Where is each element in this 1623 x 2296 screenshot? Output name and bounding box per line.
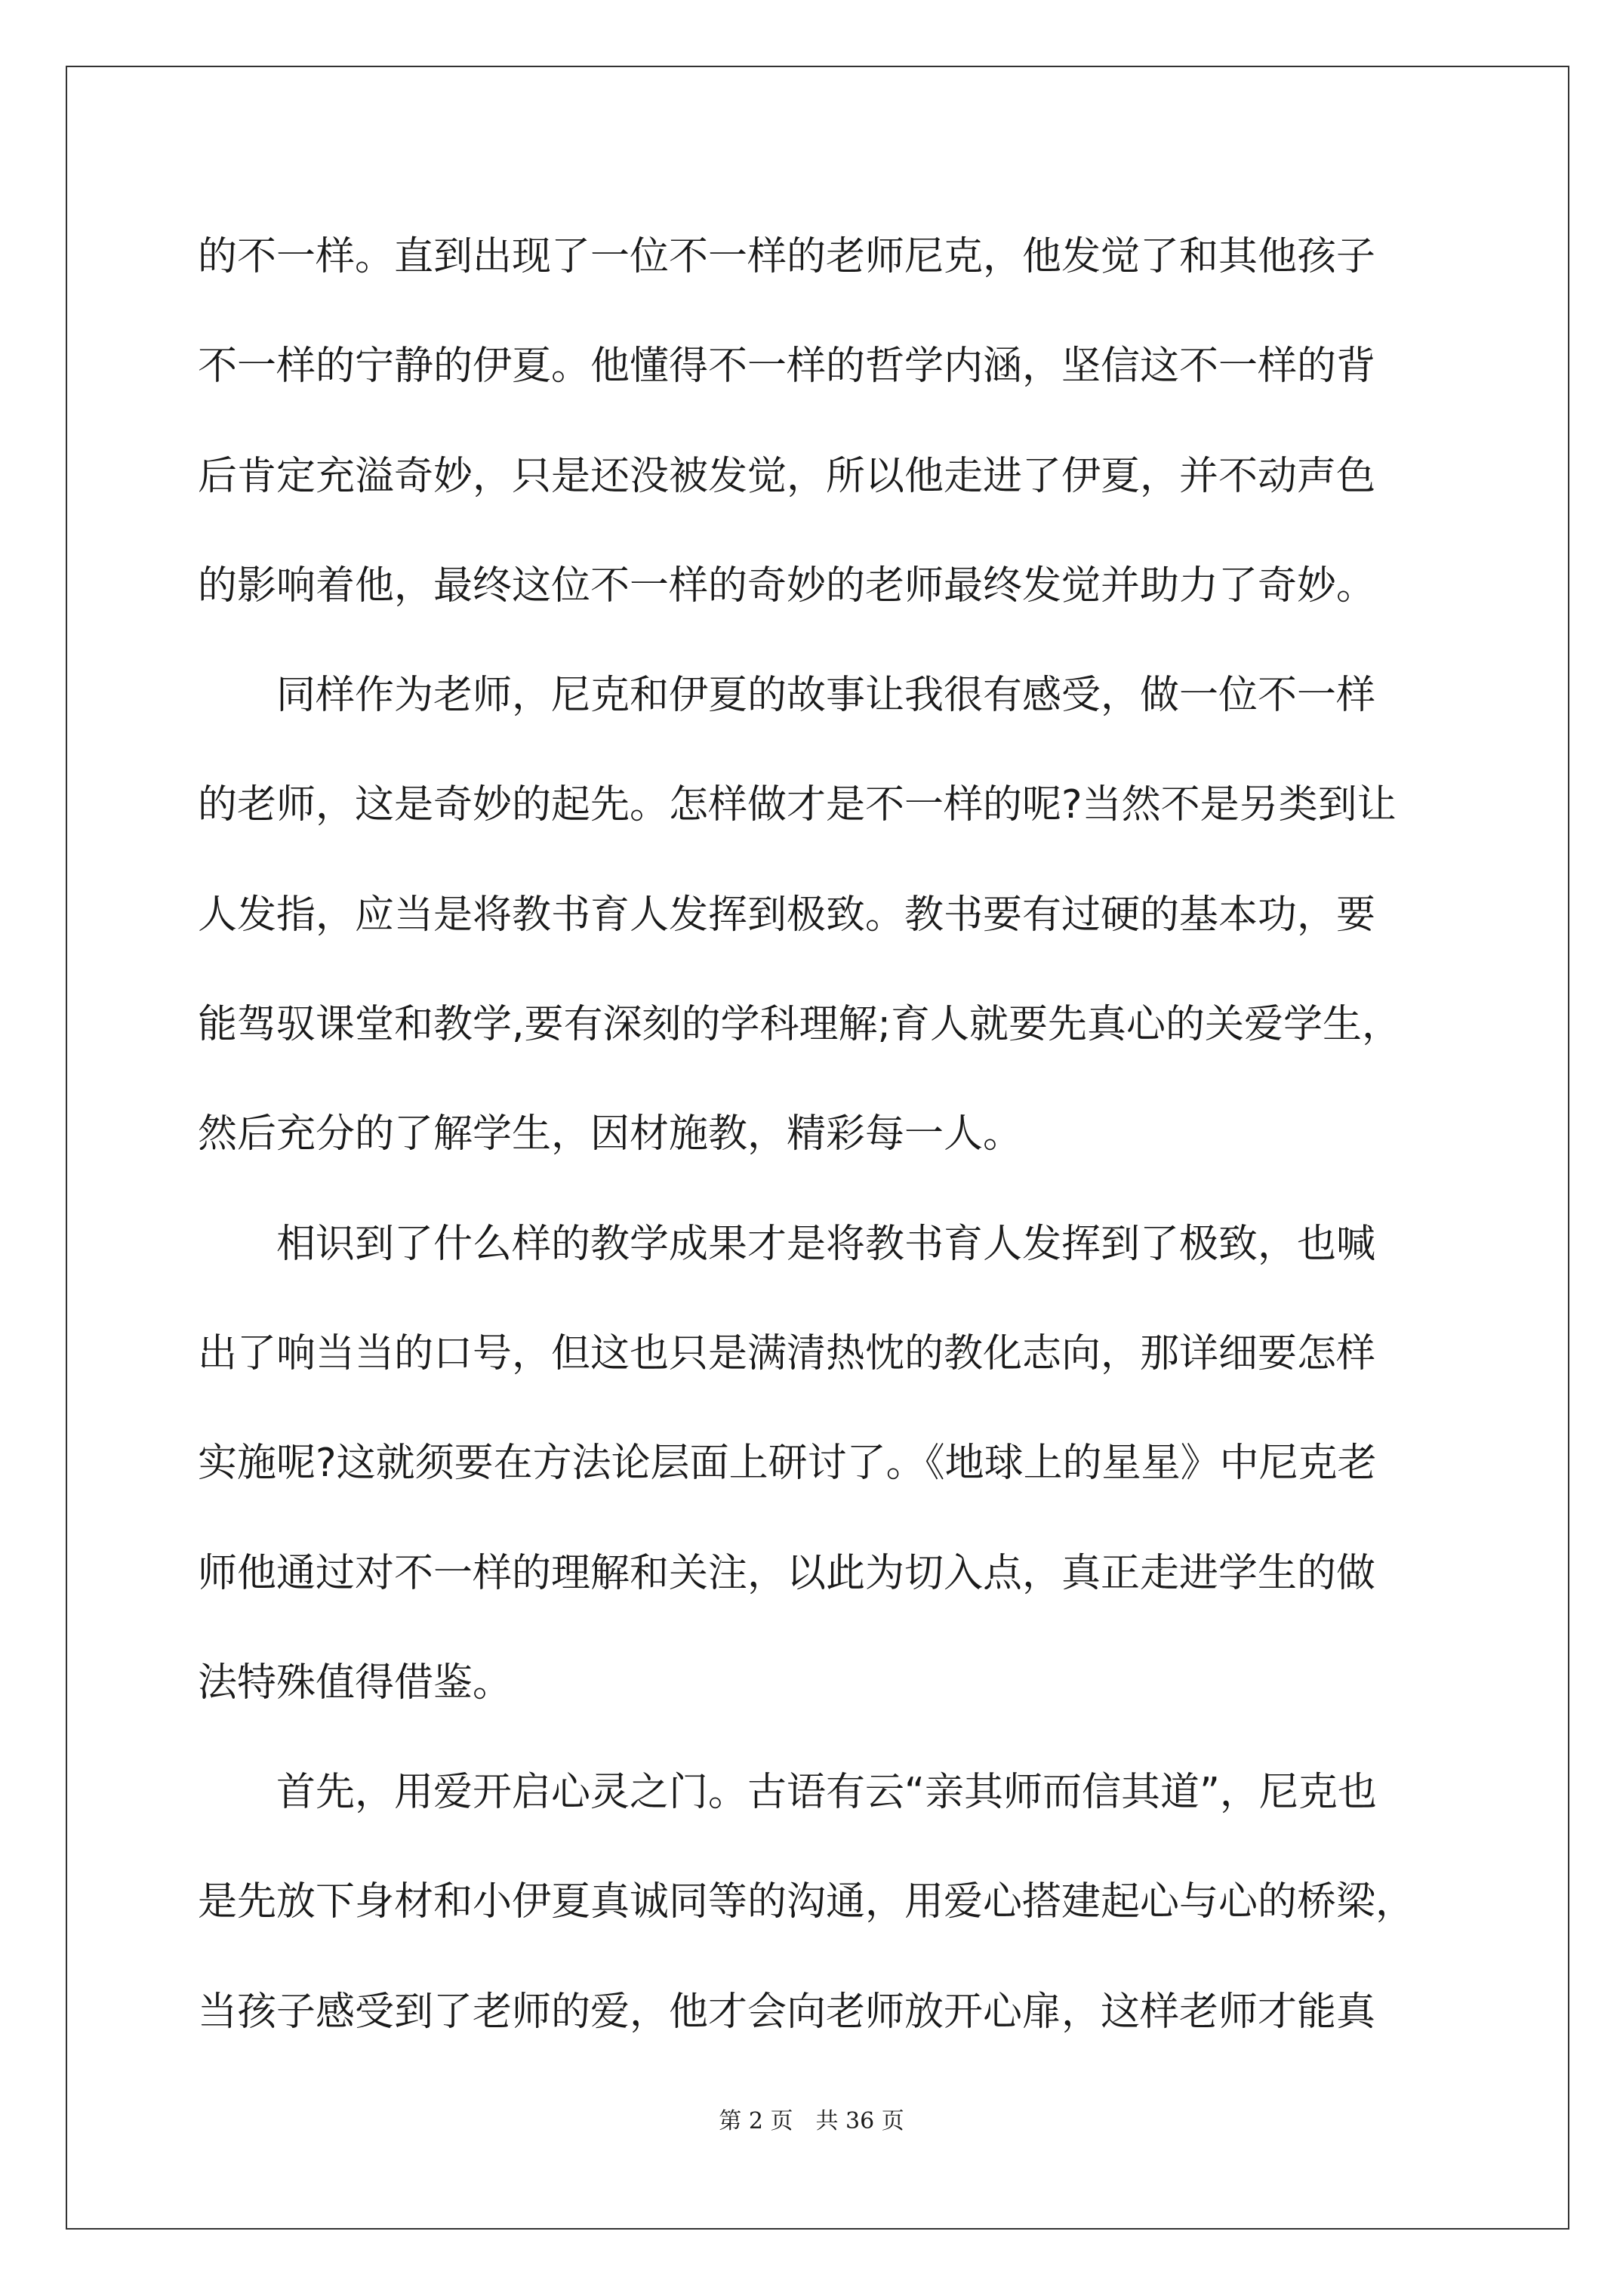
text-line: 师他通过对不一样的理解和关注，以此为切入点，真正走进学生的做 <box>198 1550 1376 1596</box>
text-line: 的影响着他，最终这位不一样的奇妙的老师最终发觉并助力了奇妙。 <box>198 562 1376 609</box>
document-body <box>198 202 1436 2067</box>
text-line: 人发指，应当是将教书育人发挥到极致。教书要有过硬的基本功，要 <box>198 892 1376 938</box>
text-line: 实施呢?这就须要在方法论层面上研讨了。《地球上的星星》中尼克老 <box>198 1441 1377 1487</box>
text-line: 同样作为老师，尼克和伊夏的故事让我很有感受，做一位不一样 <box>198 673 1376 719</box>
text-line: 出了响当当的口号，但这也只是满清热忱的教化志向，那详细要怎样 <box>198 1330 1376 1376</box>
text-line: 的老师，这是奇妙的起先。怎样做才是不一样的呢?当然不是另类到让 <box>198 782 1397 828</box>
text-line: 能驾驭课堂和教学,要有深刻的学科理解;育人就要先真心的关爱学生， <box>198 1002 1402 1048</box>
text-line: 当孩子感受到了老师的爱，他才会向老师放开心扉，这样老师才能真 <box>198 1989 1376 2035</box>
text-line: 首先，用爱开启心灵之门。古语有云“亲其师而信其道”，尼克也 <box>198 1770 1377 1816</box>
text-line: 不一样的宁静的伊夏。他懂得不一样的哲学内涵，坚信这不一样的背 <box>198 344 1376 390</box>
text-line: 相识到了什么样的教学成果才是将教书育人发挥到了极致，也喊 <box>198 1221 1376 1267</box>
text-line: 的不一样。直到出现了一位不一样的老师尼克，他发觉了和其他孩子 <box>198 234 1376 279</box>
text-line: 是先放下身材和小伊夏真诚同等的沟通，用爱心搭建起心与心的桥梁， <box>198 1879 1415 1925</box>
text-line: 然后充分的了解学生，因材施教，精彩每一人。 <box>198 1111 1023 1157</box>
page-number-footer: 第 2 页 共 36 页 <box>719 2108 904 2134</box>
text-line: 后肯定充溢奇妙，只是还没被发觉，所以他走进了伊夏，并不动声色 <box>198 453 1376 499</box>
text-line: 法特殊值得借鉴。 <box>198 1660 513 1706</box>
